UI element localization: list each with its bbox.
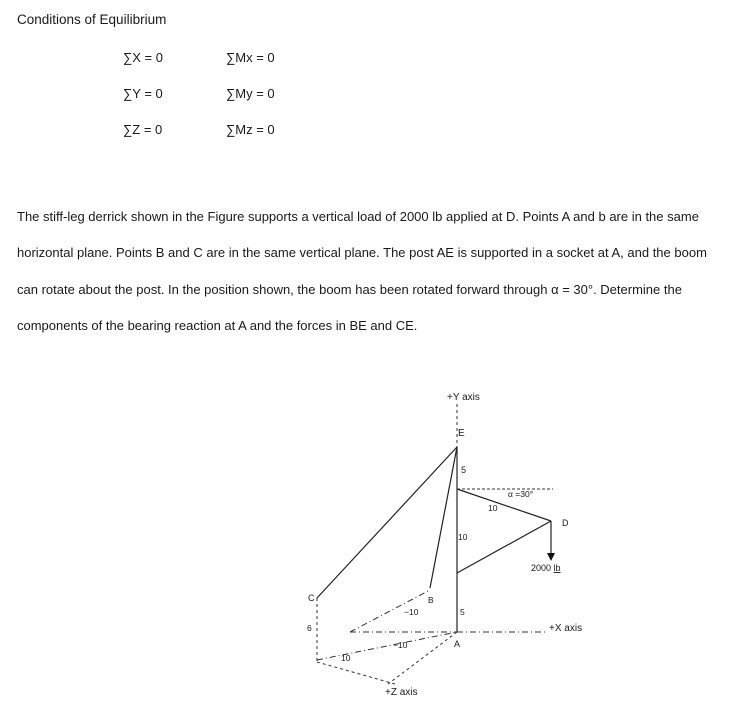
dim-c-x-label: −10 bbox=[393, 640, 408, 650]
point-d-label: D bbox=[562, 518, 569, 528]
angle-label: α =30° bbox=[508, 489, 534, 499]
cable-ce bbox=[317, 447, 457, 598]
point-e-label: E bbox=[458, 428, 465, 439]
point-b-label: B bbox=[428, 595, 434, 605]
equation-sum-z: ∑Z = 0 bbox=[123, 122, 163, 137]
problem-line-3: can rotate about the post. In the position shown, the boom has been rotated forward through α = 30°. Determine the bbox=[17, 282, 682, 297]
equation-sum-my: ∑My = 0 bbox=[226, 86, 275, 101]
c-base-to-a-line bbox=[317, 632, 457, 660]
y-axis-label: +Y axis bbox=[447, 392, 480, 403]
dim-c-z-label: 10 bbox=[341, 653, 351, 663]
point-a-label: A bbox=[454, 639, 461, 649]
load-value: 2000 bbox=[531, 563, 552, 573]
equation-sum-mx: ∑Mx = 0 bbox=[226, 50, 275, 65]
point-c-label: C bbox=[308, 593, 315, 603]
equation-sum-mz: ∑Mz = 0 bbox=[226, 122, 275, 137]
load-label bbox=[531, 563, 561, 573]
c-z-line bbox=[317, 662, 395, 684]
dim-b-z-label: −10 bbox=[404, 607, 419, 617]
dim-upper-post-label: 5 bbox=[461, 465, 467, 475]
equation-sum-y: ∑Y = 0 bbox=[123, 86, 163, 101]
leg-be bbox=[430, 447, 457, 588]
boom-top-line bbox=[457, 489, 551, 521]
dim-lower-post-label: 5 bbox=[460, 607, 465, 617]
dim-c-height-label: 6 bbox=[307, 623, 312, 633]
x-axis-label: +X axis bbox=[549, 623, 583, 634]
problem-line-4: components of the bearing reaction at A and the forces in BE and CE. bbox=[17, 318, 418, 333]
problem-line-1: The stiff-leg derrick shown in the Figure supports a vertical load of 2000 lb applied at D. Points A and b are in the same bbox=[17, 209, 699, 224]
z-axis-label: +Z axis bbox=[385, 687, 418, 698]
section-heading: Conditions of Equilibrium bbox=[17, 12, 167, 27]
load-unit: lb bbox=[553, 563, 561, 573]
problem-line-2: horizontal plane. Points B and C are in the same vertical plane. The post AE is supported in a socket at A, and the boom bbox=[17, 245, 707, 260]
load-arrowhead-icon bbox=[547, 553, 555, 561]
equation-sum-x: ∑X = 0 bbox=[123, 50, 163, 65]
dim-middle-post-label: 10 bbox=[458, 532, 468, 542]
dim-boom-label: 10 bbox=[488, 503, 498, 513]
